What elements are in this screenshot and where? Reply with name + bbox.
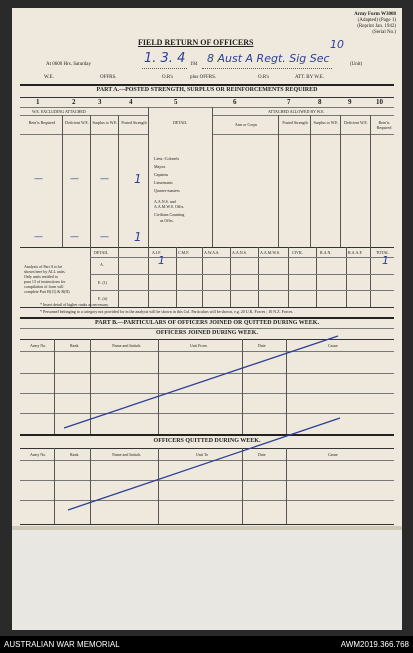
rank-item: Majors [154,164,166,169]
col-num-9: 9 [348,98,352,106]
j-hdr-armyno: Army No. [30,343,47,348]
j-hdr-date: Date [258,343,266,348]
hdr-reints: Rein'ts Required [28,120,56,125]
hw-total: 1 [382,254,389,267]
hw-serial: 10 [330,38,344,51]
form-sheet [12,8,402,530]
form-id-line4: (Serial No.) [372,30,396,35]
col-num-6: 6 [233,98,237,106]
at-time: At 0600 Hrs. Saturday [46,62,91,67]
an-hdr-raaf: R.A.A.F. [348,250,363,255]
rank-item: Quarter-masters [154,188,180,193]
we-excluding: W.E. EXCLUDING ATTACHED [32,109,86,114]
col-num-1: 1 [36,98,40,106]
an-hdr-total: TOTAL [376,250,389,255]
ors2-label: O.R's [258,75,270,80]
footnote-2: * Personnel belonging to a category not provided for in the analysis will be shown in this Col. Particulars will be shown, e.g. 20 U.K. Forces ; 10 N.Z. Forces. [40,309,294,314]
q-hdr-cause: Cause [328,452,338,457]
j-hdr-rank: Rank [70,343,79,348]
an-hdr-aamws: A.A.M.W.S. [260,250,280,255]
col-num-5: 5 [174,98,178,106]
hdr-posted-2: Posted Strength [282,120,308,125]
col-num-4: 4 [129,98,133,106]
unit-label: (Unit) [350,62,363,67]
hdr-arm-corps: Arm or Corps [234,122,258,127]
joined-title: OFFICERS JOINED DURING WEEK. [156,330,258,336]
note-line: shown here by ALL units. [24,269,66,274]
hw-dash: — [70,174,79,184]
attached-allowed: ATTACHED ALLOWED BY W.E. [268,109,325,114]
an-hdr-detail: DETAIL [94,250,109,255]
note-line: compilation of form will [24,284,64,289]
we-label: W.E. [44,75,54,80]
page-title: FIELD RETURN OF OFFICERS [138,38,254,47]
an-hdr-civil: CIVIL [292,250,303,255]
hw-posted-2: 1 [134,230,142,244]
j-hdr-cause: Cause [328,343,338,348]
part-a-title: PART A.—POSTED STRENGTH, SURPLUS OR REINFORCEMENTS REQUIRED [96,87,318,93]
col-num-7: 7 [287,98,291,106]
an-row-e2: E. (ii) [98,296,108,301]
an-row-a: A. [100,262,104,267]
quitted-title: OFFICERS QUITTED DURING WEEK. [153,438,261,444]
col-num-2: 2 [72,98,76,106]
note-line: complete Part B(11) & B(II). [24,289,71,294]
form-id-line3: (Reprint Jan. 1942) [357,24,396,29]
q-hdr-date: Date [258,452,266,457]
hw-posted: 1 [134,172,142,186]
hdr-posted: Posted Strength [121,120,147,125]
note-line: para 13 of instructions for [24,279,66,284]
hw-dash: — [100,232,109,242]
att-by-label: ATT. BY W.E. [295,75,325,80]
an-hdr-cmf: C.M.F. [178,250,190,255]
hw-unit: 8 Aust A Regt. Sig Sec [207,52,330,65]
hdr-surplus-2: Surplus to W.E. [313,120,339,125]
offrs-label: OFFRS. [100,75,117,80]
q-hdr-rank: Rank [70,452,79,457]
q-hdr-name: Name and Initials [112,452,141,457]
q-hdr-armyno: Army No. [30,452,47,457]
strike-line-joined [64,336,338,428]
an-hdr-aans: A.A.N.S. [232,250,247,255]
ors-label: O.R's [162,75,174,80]
an-row-e1: E. (1) [98,280,108,285]
note-line: Only units entitled to [24,274,58,279]
rank-item: Lieut.-Colonels [154,156,179,161]
rank-item: Civilians Counting [154,212,185,217]
note-line: Analysis of Part A to be [24,264,63,269]
col-num-3: 3 [98,98,102,106]
rank-item: A.A.N.S. and [154,199,176,204]
footnote-1: * Insert detail of higher ranks as necessary. [40,302,109,307]
j-hdr-name: Name and Initials [112,343,141,348]
hw-dash: — [34,232,43,242]
hw-aif: 1 [158,254,165,267]
year: 194 [190,62,198,67]
an-hdr-awas: A.W.A.S. [204,250,220,255]
hdr-surplus: Surplus to W.E. [92,120,118,125]
an-hdr-aif: A.I.F. [152,250,162,255]
rank-item: Captains [154,172,168,177]
archive-footer [0,636,413,653]
strike-line-quitted [68,418,340,510]
footer-right: AWM2019.366.768 [340,640,409,649]
plus-offrs-label: plus OFFRS. [190,75,217,80]
rank-item: as Offrs. [160,218,174,223]
part-b-title: PART B.—PARTICULARS OF OFFICERS JOINED OR QUITTED DURING WEEK. [95,320,319,326]
hdr-deficient-2: Deficient W.E. [344,120,368,125]
form-id-line2: (Adapted) (Page 1) [357,18,396,23]
footer-left: AUSTRALIAN WAR MEMORIAL [4,640,120,649]
rank-item: Lieutenants [154,180,173,185]
hdr-deficient: Deficient W.E. [65,120,89,125]
hw-dash: — [100,174,109,184]
j-hdr-unit: Unit From [190,343,207,348]
q-hdr-unit: Unit To [196,452,209,457]
form-id-line1: Army Form W3008 [354,12,396,17]
blank-backing-paper [12,530,402,630]
col-num-8: 8 [318,98,322,106]
hw-dash: — [70,232,79,242]
rank-item: A.A.M.W.S. Offrs. [154,204,185,209]
hw-date: 1. 3. 4 [144,51,186,66]
hw-dash: — [34,174,43,184]
col-num-10: 10 [376,98,383,106]
hdr-detail: DETAIL [172,120,188,125]
strike-lines [12,8,402,530]
hdr-reints-2: Rein'ts Required [376,120,392,130]
an-hdr-ran: R.A.N. [320,250,332,255]
